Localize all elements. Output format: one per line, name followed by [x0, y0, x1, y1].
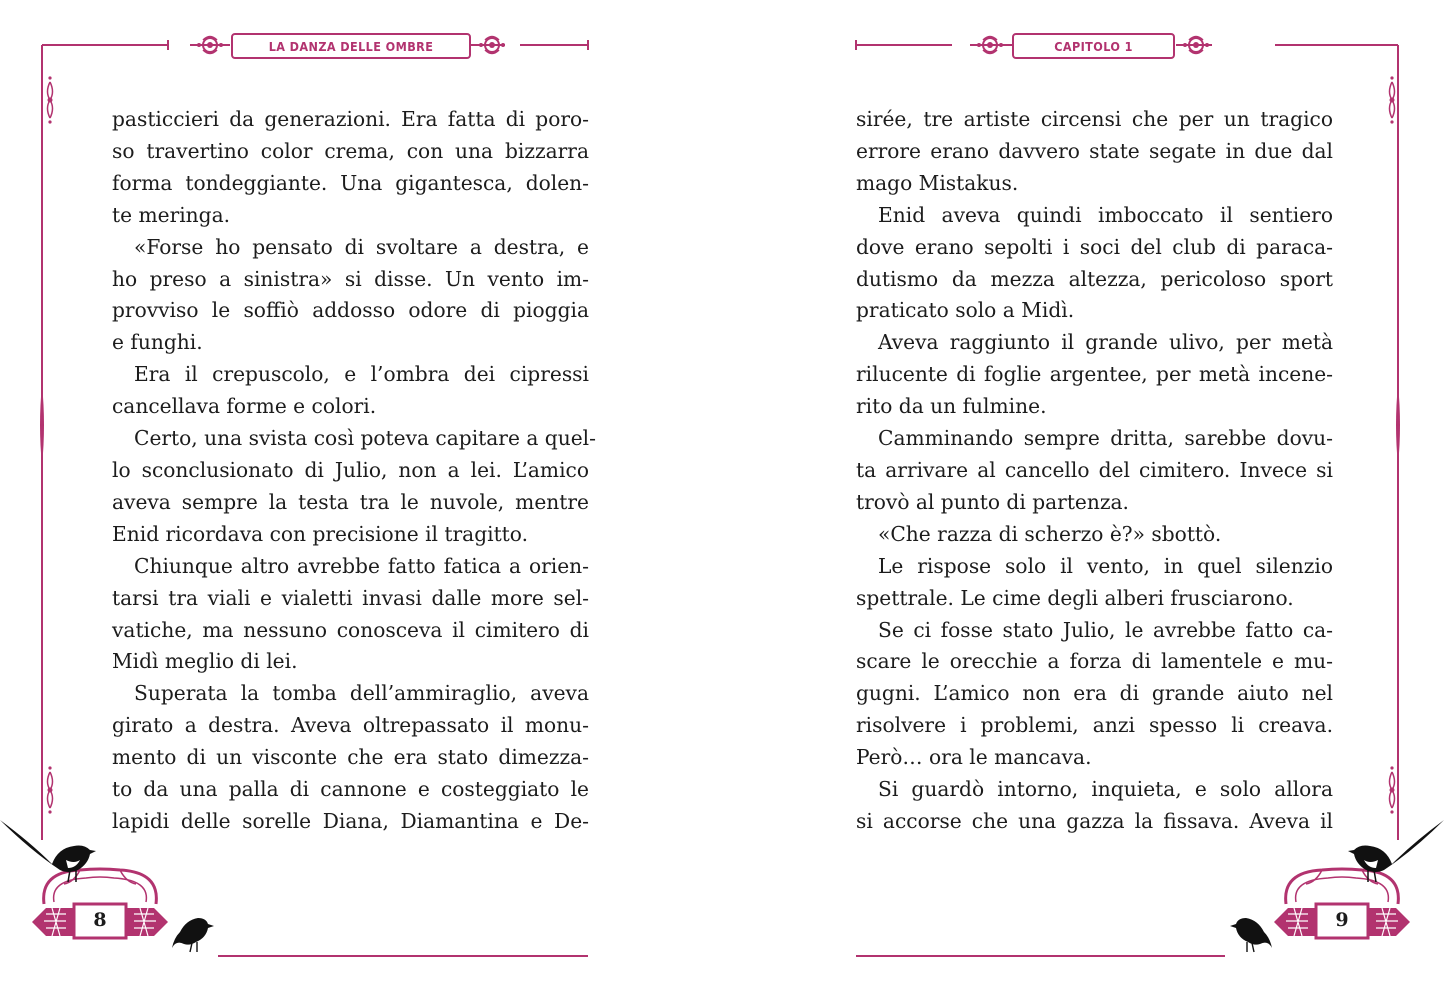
text-line: to da una palla di cannone e costeggiato le	[112, 777, 589, 802]
text-line: Enid ricordava con precisione il tragitto.	[112, 521, 529, 546]
text-line: Superata la tomba dell’ammiraglio, aveva	[134, 681, 589, 706]
text-line: dutismo da mezza altezza, pericoloso sport	[856, 266, 1333, 291]
text-line: provviso le soffiò addosso odore di pioggia	[112, 298, 589, 323]
text-line: trovò al punto di partenza.	[856, 489, 1129, 514]
text-line: te meringa.	[112, 202, 231, 227]
text-line: mento di un visconte che era stato dimezza-	[112, 745, 589, 770]
text-line: Era il crepuscolo, e l’ombra dei cipressi	[134, 362, 589, 387]
text-line: rito da un fulmine.	[856, 394, 1047, 419]
text-line: Però… ora le mancava.	[856, 745, 1092, 770]
text-line: ho preso a sinistra» si disse. Un vento im-	[112, 266, 589, 291]
text-line: vatiche, ma nessuno conosceva il cimitero di	[112, 617, 589, 642]
text-line: Enid aveva quindi imboccato il sentiero	[878, 202, 1333, 227]
text-line: rilucente di foglie argentee, per metà incene-	[856, 362, 1333, 387]
text-line: girato a destra. Aveva oltrepassato il monu-	[112, 713, 589, 738]
text-line: errore erano davvero state segate in due dal	[856, 138, 1333, 163]
left-body-text	[112, 104, 596, 838]
text-line: so travertino color crema, con una bizzarra	[112, 138, 589, 163]
text-line: pasticcieri da generazioni. Era fatta di poro-	[112, 107, 589, 131]
text-line: Si guardò intorno, inquieta, e solo allora	[878, 777, 1333, 802]
text-line: tarsi tra viali e vialetti invasi dalle more sel-	[112, 585, 589, 610]
text-line: lo sconclusionato di Julio, non a lei. L’amico	[112, 457, 589, 482]
text-line: «Forse ho pensato di svoltare a destra, e	[134, 234, 589, 259]
text-line: dove erano sepolti i soci del club di paraca-	[856, 234, 1333, 259]
text-line: cancellava forme e colori.	[112, 394, 377, 419]
left-page	[0, 0, 722, 1002]
text-line: Midì meglio di lei.	[112, 649, 298, 674]
page-number-right: 9	[1335, 909, 1349, 931]
text-line: risolvere i problemi, anzi spesso li creava.	[856, 713, 1333, 738]
text-line: spettrale. Le cime degli alberi frusciarono.	[856, 585, 1294, 610]
text-line: mago Mistakus.	[856, 170, 1019, 195]
text-line: gugni. L’amico non era di grande aiuto nel	[856, 681, 1333, 706]
running-header-left: LA DANZA DELLE OMBRE	[231, 33, 471, 59]
text-line: aveva sempre la testa tra le nuvole, mentre	[112, 489, 589, 514]
text-line: Certo, una svista così poteva capitare a quel-	[134, 426, 596, 451]
text-line: praticato solo a Midì.	[856, 298, 1075, 323]
text-line: Aveva raggiunto il grande ulivo, per metà	[878, 330, 1333, 355]
text-line: forma tondeggiante. Una gigantesca, dolen-	[112, 170, 589, 195]
page-number-left: 8	[93, 909, 107, 931]
text-line: Le rispose solo il vento, in quel silenzio	[878, 553, 1333, 578]
text-line: Se ci fosse stato Julio, le avrebbe fatto ca-	[878, 617, 1333, 642]
text-line: ta arrivare al cancello del cimitero. Invece si	[856, 457, 1333, 482]
right-body-text	[856, 104, 1333, 838]
text-line: lapidi delle sorelle Diana, Diamantina e De-	[112, 808, 589, 833]
text-line: «Che razza di scherzo è?» sbottò.	[878, 521, 1222, 546]
running-header-right: CAPITOLO 1	[1012, 33, 1175, 59]
text-line: e funghi.	[112, 330, 203, 355]
right-page	[723, 0, 1445, 1002]
text-line: Camminando sempre dritta, sarebbe dovu-	[878, 426, 1333, 451]
text-line: Chiunque altro avrebbe fatto fatica a orien-	[134, 553, 589, 578]
text-line: scare le orecchie a forza di lamentele e mu-	[856, 649, 1333, 674]
text-line: sirée, tre artiste circensi che per un tragico	[856, 107, 1333, 131]
text-line: si accorse che una gazza la fissava. Aveva il	[856, 808, 1333, 833]
